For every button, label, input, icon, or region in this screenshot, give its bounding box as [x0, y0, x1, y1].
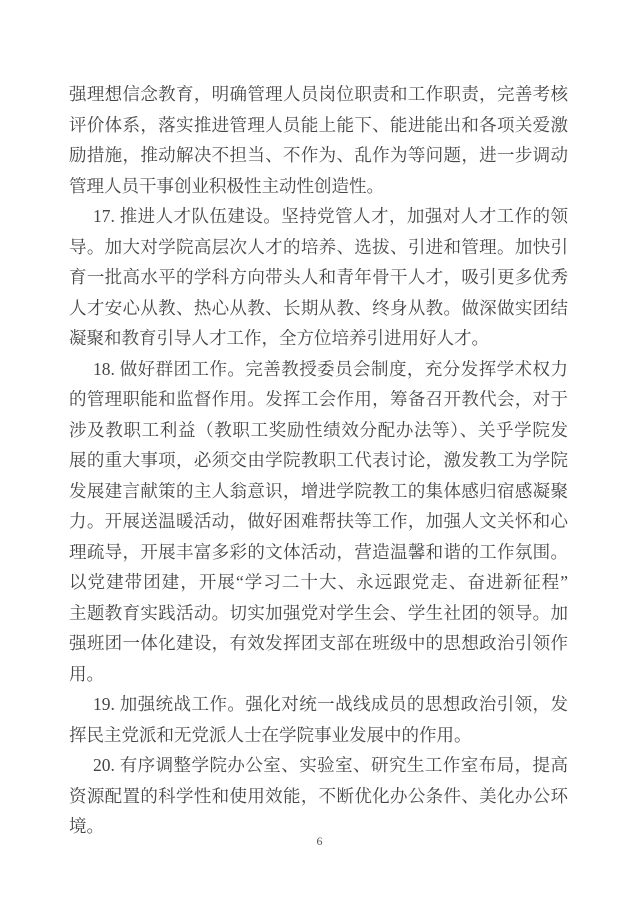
text-line: 励措施，推动解决不担当、不作为、乱作为等问题，进一步调动: [69, 145, 568, 165]
text-line: 资源配置的科学性和使用效能，不断优化办公条件、美化办公环: [69, 785, 568, 806]
page-footer: [0, 832, 639, 850]
text-line: 20. 有序调整学院办公室、实验室、研究生工作室布局，提高: [93, 755, 568, 775]
text-line: 导。加大对学院高层次人才的培养、选拔、引进和管理。加快引: [69, 236, 568, 257]
text-line: 19. 加强统战工作。强化对统一战线成员的思想政治引领，发: [93, 694, 568, 714]
paragraph-item-19: [69, 689, 568, 750]
text-line: 评价体系，落实推进管理人员能上能下、能进能出和各项关爱激: [69, 114, 568, 135]
text-line: 展的重大事项，必须交由学院教职工代表讨论，激发教工为学院: [69, 450, 568, 470]
paragraph-item-18: [69, 354, 568, 690]
text-line: 主题教育实践活动。切实加强党对学生会、学生社团的领导。加: [69, 602, 568, 623]
text-line: 管理人员干事创业积极性主动性创造性。: [69, 175, 384, 196]
text-line: 力。开展送温暖活动，做好困难帮扶等工作，加强人文关怀和心: [69, 511, 568, 531]
text-line: 17. 推进人才队伍建设。坚持党管人才，加强对人才工作的领: [93, 206, 568, 226]
paragraph-item-17: [69, 201, 568, 354]
text-line: 人才安心从教、热心从教、长期从教、终身从教。做深做实团结: [69, 297, 568, 318]
text-line: 境。: [69, 816, 104, 836]
text-line: 用。: [69, 663, 104, 684]
text-line: 强理想信念教育，明确管理人员岗位职责和工作职责，完善考核: [69, 84, 568, 104]
text-line: 的管理职能和监督作用。发挥工会作用，筹备召开教代会，对于: [69, 389, 568, 409]
text-line: 强班团一体化建设，有效发挥团支部在班级中的思想政治引领作: [69, 633, 568, 653]
text-line: 凝聚和教育引导人才工作，全方位培养引进用好人才。: [69, 328, 489, 348]
text-line: 理疏导，开展丰富多彩的文体活动，营造温馨和谐的工作氛围。: [69, 541, 568, 562]
text-line: 发展建言献策的主人翁意识，增进学院教工的集体感归宿感凝聚: [69, 480, 568, 501]
text-line: 挥民主党派和无党派人士在学院事业发展中的作用。: [69, 724, 472, 745]
page-number: 6: [316, 834, 323, 848]
text-line: 涉及教职工利益（教职工奖励性绩效分配办法等）、关乎学院发: [69, 419, 568, 440]
text-line: 育一批高水平的学科方向带头人和青年骨干人才，吸引更多优秀: [69, 267, 568, 287]
paragraph-continuation: [69, 79, 568, 201]
paragraph-item-20: [69, 750, 568, 842]
document-body: [69, 79, 568, 842]
text-line: 18. 做好群团工作。完善教授委员会制度，充分发挥学术权力: [93, 358, 568, 379]
text-line: 以党建带团建，开展“学习二十大、永远跟党走、奋进新征程”: [69, 572, 568, 592]
